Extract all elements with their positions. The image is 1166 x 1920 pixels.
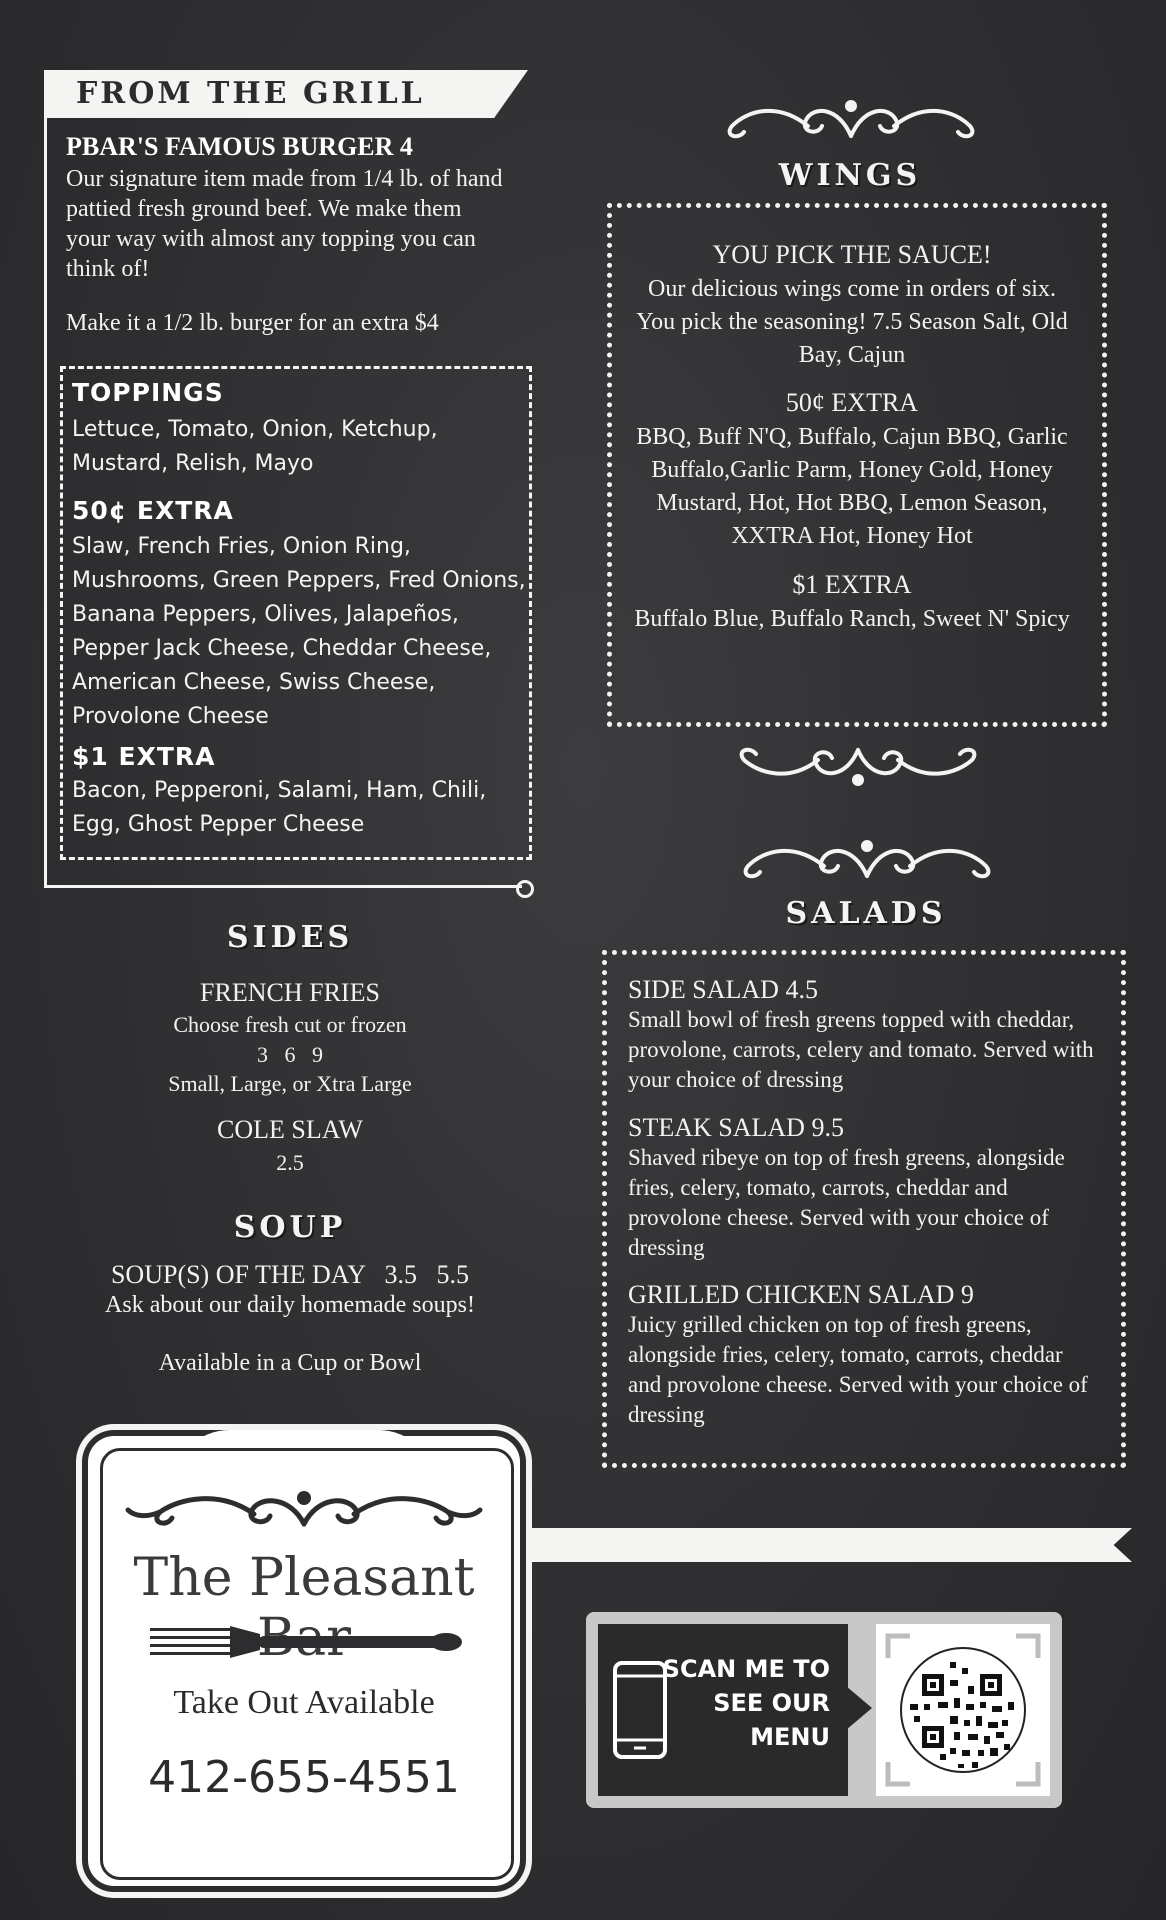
qr-arrow [846,1686,872,1730]
scan-me-text: SCAN ME TO SEE OUR MENU [662,1655,830,1751]
grill-left-rule [44,118,47,888]
wings-section-title: WINGS [778,158,922,193]
fries-sizes: Small, Large, or Xtra Large [168,1071,412,1096]
toppings-50c-list: Slaw, French Fries, Onion Ring, Mushrooms, Green Peppers, Fred Onions, Banana Peppers, Olives, Jalapeños, Pepper Jack Cheese, Cheddar Cheese, American Cheese, Swiss Cheese, Provolone Cheese [72,534,526,729]
burger-name: PBAR'S FAMOUS BURGER 4 [66,132,413,161]
salad-item-description: Juicy grilled chicken on top of fresh greens, alongside fries, celery, tomato, carrots, cheddar and provolone cheese. Served with your choice of dressing [628,1312,1088,1427]
grill-section-title: FROM THE GRILL [76,76,425,111]
wings-50c-list: BBQ, Buff N'Q, Buffalo, Cajun BBQ, Garlic Buffalo,Garlic Parm, Honey Gold, Honey Mustard, Hot, Hot BBQ, Lemon Season, XXTRA Hot, Honey Hot [636,424,1068,549]
take-out-note: Take Out Available [173,1684,435,1721]
wings-top-flourish-icon [718,96,984,146]
decorative-ribbon [520,1528,1132,1562]
toppings-50c-heading: 50¢ EXTRA [72,496,234,525]
qr-code-icon[interactable] [884,1632,1042,1792]
logo-flourish-icon [120,1488,488,1534]
toppings-heading: TOPPINGS [72,378,224,407]
wings-bottom-flourish-icon [730,742,986,792]
bar-name: The Pleasant [133,1548,475,1608]
soup-heading: SOUP(S) OF THE DAY 3.5 5.5 [110,1260,470,1289]
grill-curl-ornament [516,880,534,898]
fries-prices: 3 6 9 [257,1042,323,1067]
grill-bottom-rule [44,885,522,888]
wings-50c-heading: 50¢ EXTRA [785,388,919,417]
soup-serving-note: Available in a Cup or Bowl [158,1350,422,1376]
toppings-1-dollar-list: Bacon, Pepperoni, Salami, Ham, Chili, Egg, Ghost Pepper Cheese [72,778,487,837]
cole-slaw-heading: COLE SLAW [217,1115,363,1144]
salad-item-name: SIDE SALAD 4.5 [628,975,818,1004]
cole-slaw-price: 2.5 [276,1150,304,1175]
phone-number[interactable]: 412-655-4551 [148,1752,460,1803]
salads-section-title: SALADS [785,896,947,931]
soup-section-title: SOUP [233,1210,347,1245]
soup-description: Ask about our daily homemade soups! [105,1292,475,1318]
wings-sauce-description: Our delicious wings come in orders of six. You pick the seasoning! 7.5 Season Salt, Old Bay, Cajun [636,276,1068,368]
burger-description: Our signature item made from 1/4 lb. of hand pattied fresh ground beef. We make them your way with almost any topping you can think of! [66,166,503,282]
salad-item-name: GRILLED CHICKEN SALAD 9 [628,1280,974,1309]
wings-1-dollar-list: Buffalo Blue, Buffalo Ranch, Sweet N' Spicy [634,606,1070,632]
salad-item-description: Small bowl of fresh greens topped with cheddar, provolone, carrots, celery and tomato. Served with your choice of dressing [628,1007,1094,1092]
sides-section-title: SIDES [226,920,354,955]
wings-sauce-heading: YOU PICK THE SAUCE! [712,240,992,269]
fork-icon [150,1622,462,1666]
fries-description: Choose fresh cut or frozen [173,1012,407,1037]
salads-flourish-icon [734,836,1000,886]
salad-item-description: Shaved ribeye on top of fresh greens, alongside fries, celery, tomato, carrots, cheddar and provolone cheese. Served with your choice of dressing [628,1145,1065,1260]
wings-1-dollar-heading: $1 EXTRA [792,570,912,599]
toppings-list: Lettuce, Tomato, Onion, Ketchup, Mustard, Relish, Mayo [72,417,438,476]
salad-item-name: STEAK SALAD 9.5 [628,1113,844,1142]
fries-heading: FRENCH FRIES [200,978,380,1007]
toppings-1-dollar-heading: $1 EXTRA [72,742,216,771]
burger-upgrade-note: Make it a 1/2 lb. burger for an extra $4 [66,310,439,336]
